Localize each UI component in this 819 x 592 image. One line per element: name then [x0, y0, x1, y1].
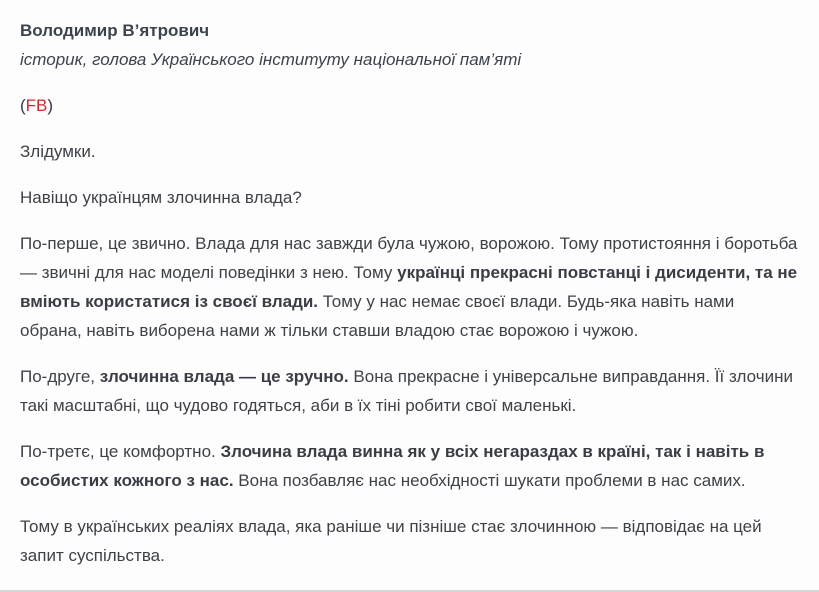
paragraph-text: По-третє, це комфортно.: [20, 442, 221, 461]
paragraph-bold-text: Злочина влада винна як у всіх негараздах в країні, так і навіть в особистих кожного з нас.: [20, 442, 765, 490]
paragraph-bold-text: українці прекрасні повстанці і дисиденти, та не вміють користатися із своєї влади.: [20, 263, 798, 311]
post-paragraph: [20, 229, 799, 345]
author-role: історик, голова Українського інституту національної пам’яті: [20, 50, 522, 69]
paragraph-text: По-друге,: [20, 367, 100, 386]
post-intro: Злідумки.: [20, 142, 96, 161]
paragraph-text: Вона позбавляє нас необхідності шукати проблеми в нас самих.: [233, 471, 746, 490]
paragraph-text: Вона прекрасне і універсальне виправдання. Її злочини такі масштабні, що чудово годяться, аби в їх тіні робити свої маленькі.: [20, 367, 793, 415]
post-paragraph: [20, 437, 799, 495]
post-paragraphs: [20, 229, 799, 570]
post-paragraph: [20, 512, 799, 570]
paragraph-bold-text: злочинна влада — це зручно.: [99, 367, 349, 386]
paragraph-text: Тому в українських реаліях влада, яка раніше чи пізніше стає злочинною — відповідає на цей запит суспільства.: [20, 517, 762, 565]
post-body: [20, 137, 799, 570]
fb-paren-open: (: [20, 96, 26, 115]
post-question: Навіщо українцям злочинна влада?: [20, 188, 302, 207]
post-paragraph: [20, 362, 799, 420]
author-name: Володимир В’ятрович: [20, 21, 210, 40]
paragraph-text: Тому у нас немає своєї влади. Будь-яка навіть нами обрана, навіть виборена нами ж тільки ставши владою стає ворожою і чужою.: [20, 292, 735, 340]
fb-line: [20, 91, 799, 120]
fb-link[interactable]: FB: [25, 96, 48, 115]
paragraph-text: По-перше, це звично. Влада для нас завжди була чужою, ворожою. Тому протистояння і боротьба — звичні для нас моделі поведінки з нею. Тому: [20, 234, 798, 282]
fb-paren-close: ): [47, 96, 54, 115]
